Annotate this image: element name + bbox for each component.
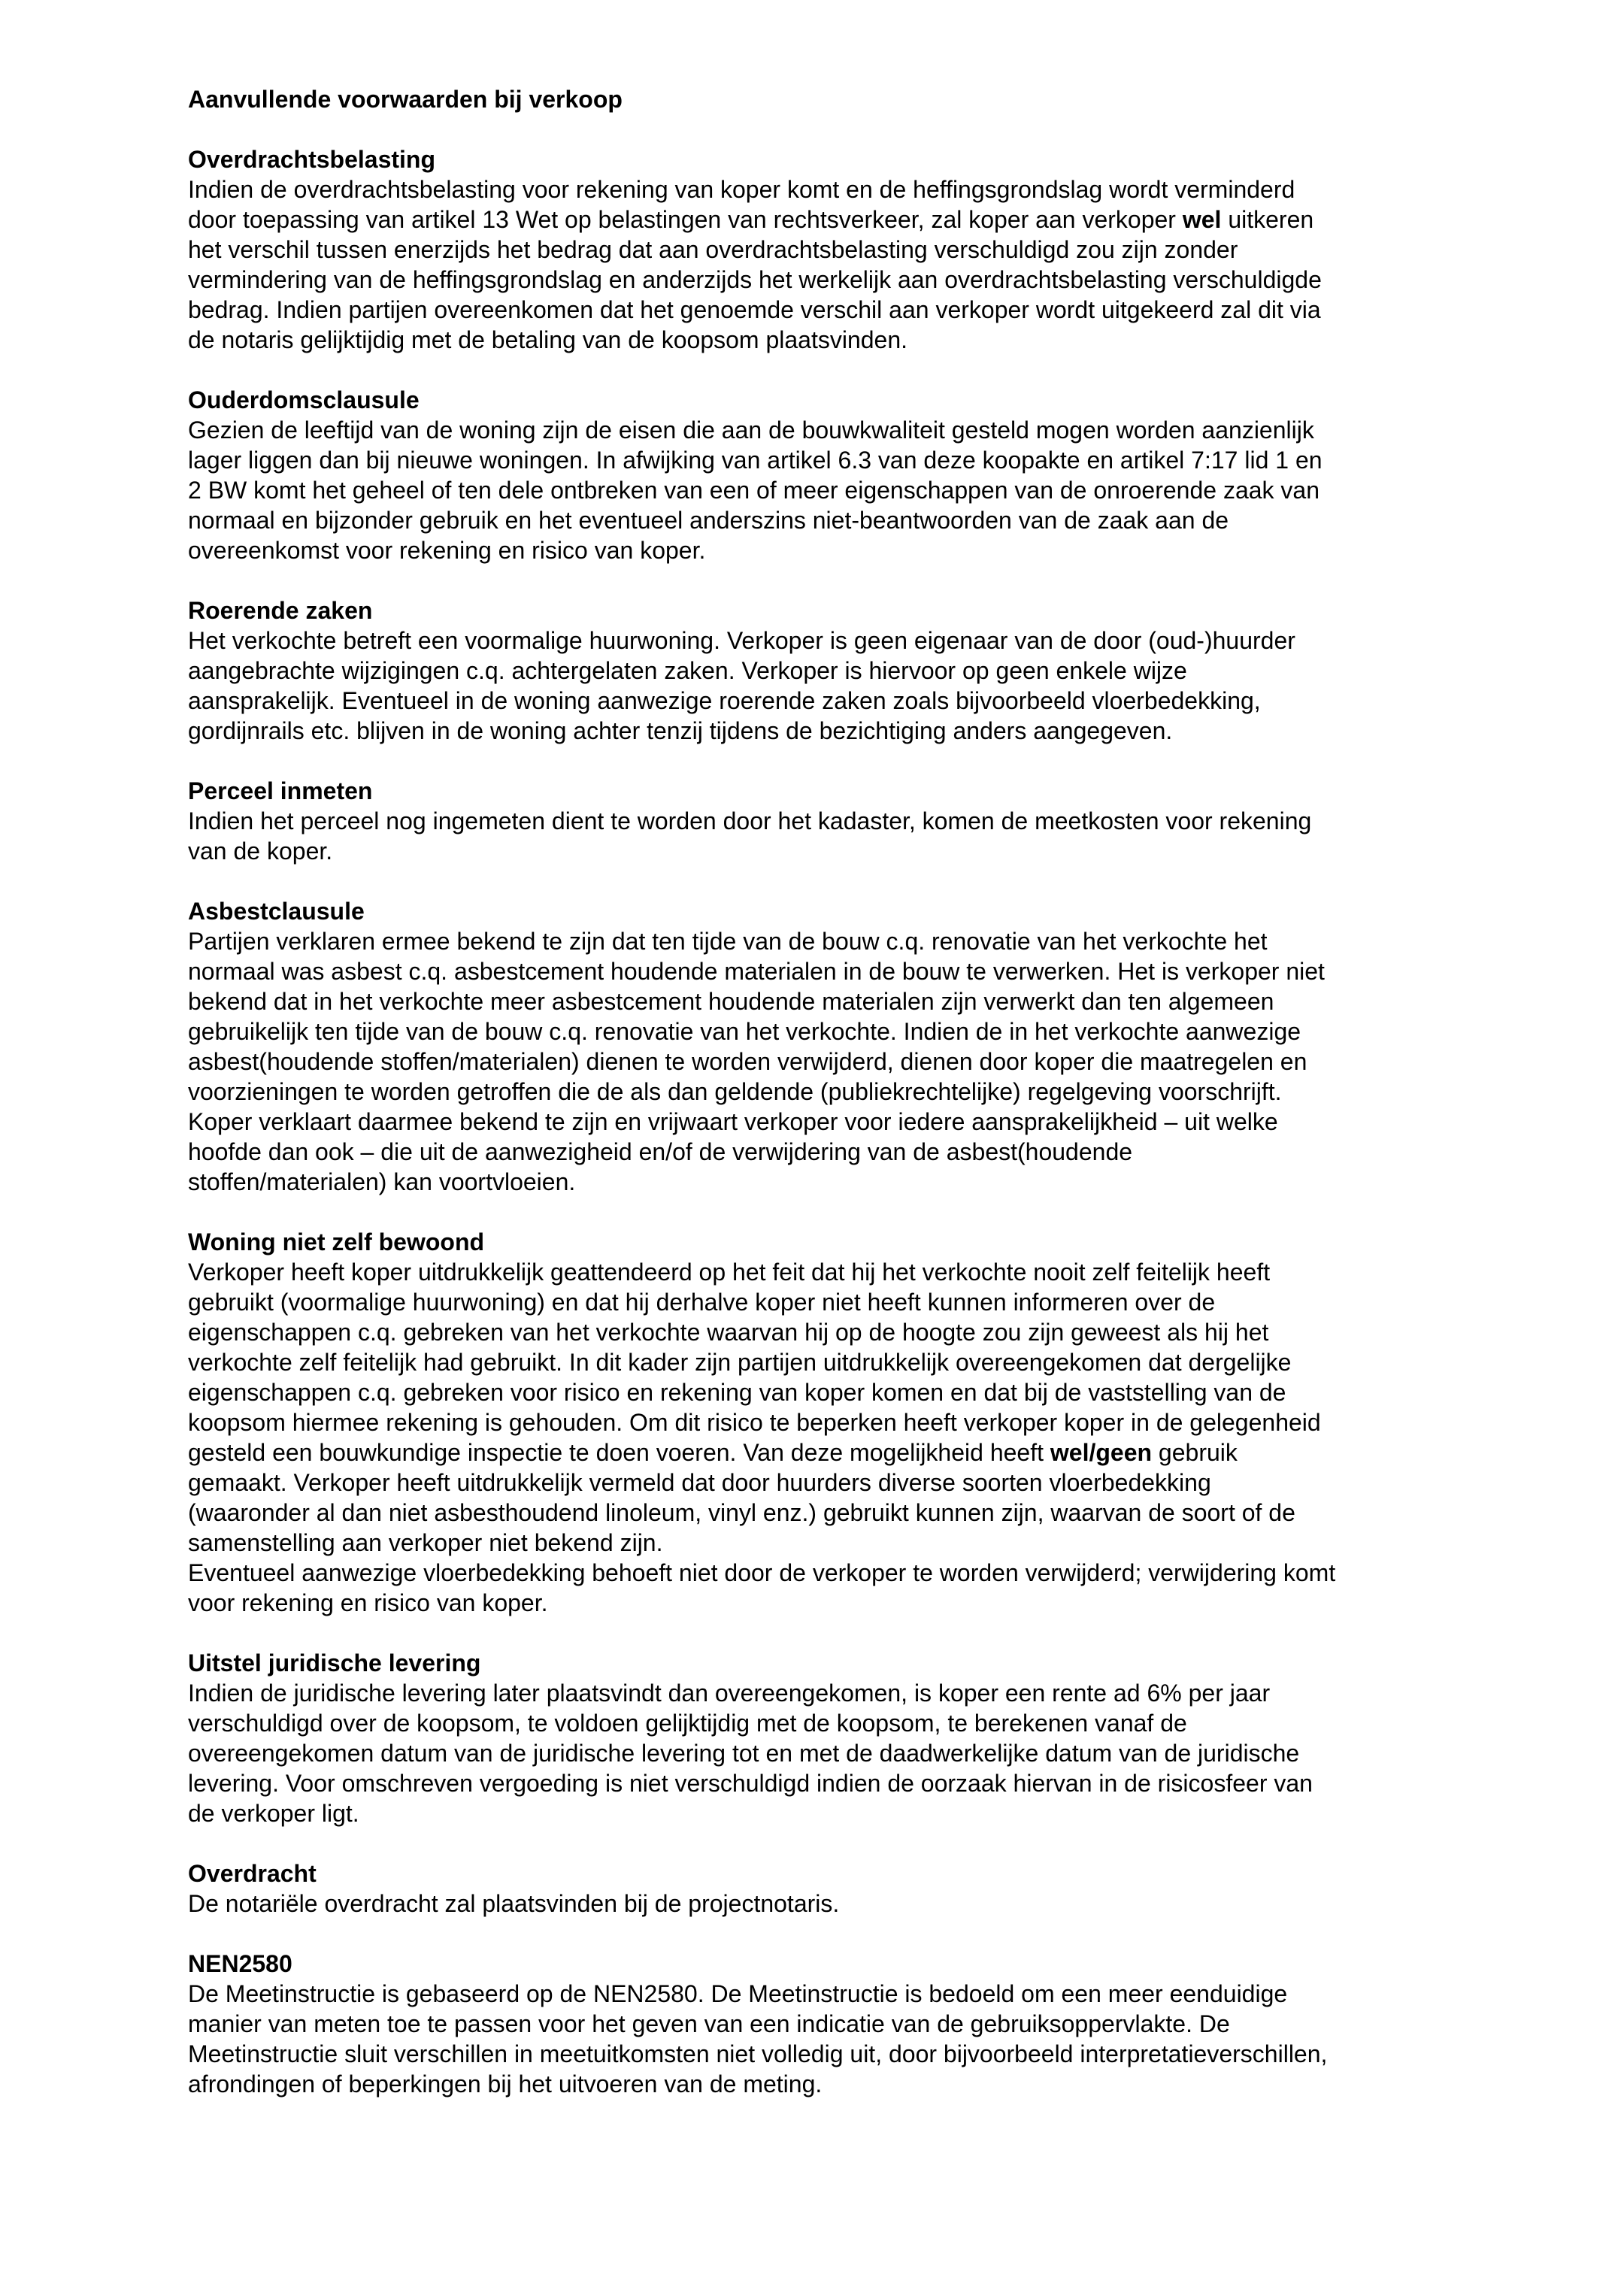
body-line: gebruikelijk ten tijde van de bouw c.q. renovatie van het verkochte. Indien de in het verkochte aanwezige: [188, 1018, 1301, 1045]
section-overdrachtsbelasting: [188, 144, 1429, 355]
body-line: koopsom hiermee rekening is gehouden. Om dit risico te beperken heeft verkoper koper in de gelegenheid: [188, 1409, 1321, 1436]
body-line: van de koper.: [188, 838, 333, 865]
body-line: gemaakt. Verkoper heeft uitdrukkelijk vermeld dat door huurders diverse soorten vloerbedekking: [188, 1469, 1211, 1496]
body-line: gesteld een bouwkundige inspectie te doen voeren. Van deze mogelijkheid heeft wel/geen gebruik: [188, 1439, 1238, 1466]
body-line: Partijen verklaren ermee bekend te zijn dat ten tijde van de bouw c.q. renovatie van het verkochte het: [188, 928, 1268, 955]
section-body: [188, 174, 1429, 355]
body-line: Indien de overdrachtsbelasting voor rekening van koper komt en de heffingsgrondslag wordt verminderd: [188, 176, 1295, 203]
body-line: bekend dat in het verkochte meer asbestcement houdende materialen zijn verwerkt dan ten algemeen: [188, 988, 1274, 1015]
section-body: [188, 1979, 1429, 2099]
body-line: Indien de juridische levering later plaatsvindt dan overeengekomen, is koper een rente ad 6% per jaar: [188, 1680, 1271, 1707]
section-heading: NEN2580: [188, 1950, 292, 1977]
body-line: samenstelling aan verkoper niet bekend zijn.: [188, 1529, 663, 1556]
section-heading: Woning niet zelf bewoond: [188, 1228, 485, 1256]
section-body: [188, 625, 1429, 746]
section-heading: Asbestclausule: [188, 898, 365, 925]
body-line: Indien het perceel nog ingemeten dient te worden door het kadaster, komen de meetkosten voor rekening: [188, 807, 1312, 834]
body-line: Het verkochte betreft een voormalige huurwoning. Verkoper is geen eigenaar van de door (oud-)huurder: [188, 627, 1295, 654]
body-line: gebruikt (voormalige huurwoning) en dat hij derhalve koper niet heeft kunnen informeren over de: [188, 1289, 1216, 1316]
body-line: aansprakelijk. Eventueel in de woning aanwezige roerende zaken zoals bijvoorbeeld vloerbedekking,: [188, 687, 1261, 714]
body-line: Eventueel aanwezige vloerbedekking behoeft niet door de verkoper te worden verwijderd; verwijdering komt: [188, 1559, 1336, 1586]
body-line: aangebrachte wijzigingen c.q. achtergelaten zaken. Verkoper is hiervoor op geen enkele wijze: [188, 657, 1187, 684]
section-uitstel-juridische-levering: [188, 1648, 1429, 1828]
section-heading: Uitstel juridische levering: [188, 1649, 481, 1677]
body-line: voor rekening en risico van koper.: [188, 1589, 548, 1616]
sections-container: [188, 144, 1429, 2099]
section-overdracht: [188, 1858, 1429, 1919]
section-body: [188, 1678, 1429, 1828]
body-line: de verkoper ligt.: [188, 1800, 359, 1827]
body-line: Verkoper heeft koper uitdrukkelijk geattendeerd op het feit dat hij het verkochte nooit zelf feitelijk heeft: [188, 1259, 1271, 1286]
body-line: de notaris gelijktijdig met de betaling van de koopsom plaatsvinden.: [188, 326, 908, 353]
section-body: [188, 1257, 1429, 1618]
body-line: afrondingen of beperkingen bij het uitvoeren van de meting.: [188, 2070, 823, 2098]
section-roerende-zaken: [188, 595, 1429, 746]
section-woning-niet-zelf-bewoond: [188, 1227, 1429, 1618]
section-body: [188, 1889, 1429, 1919]
body-line: verschuldigd over de koopsom, te voldoen gelijktijdig met de koopsom, te berekenen vanaf de: [188, 1710, 1187, 1737]
body-line: overeenkomst voor rekening en risico van koper.: [188, 537, 706, 564]
body-line: door toepassing van artikel 13 Wet op belastingen van rechtsverkeer, zal koper aan verkoper wel uitkeren: [188, 206, 1314, 233]
body-line: vermindering van de heffingsgrondslag en anderzijds het werkelijk aan overdrachtsbelasting verschuldigde: [188, 266, 1322, 293]
body-line: bedrag. Indien partijen overeenkomen dat het genoemde verschil aan verkoper wordt uitgekeerd zal dit via: [188, 296, 1321, 323]
section-body: [188, 415, 1429, 565]
section-ouderdomsclausule: [188, 385, 1429, 565]
body-line: lager liggen dan bij nieuwe woningen. In afwijking van artikel 6.3 van deze koopakte en artikel 7:17 lid 1 en: [188, 447, 1323, 474]
body-line: stoffen/materialen) kan voortvloeien.: [188, 1168, 576, 1195]
section-heading: Roerende zaken: [188, 597, 373, 624]
section-heading: Perceel inmeten: [188, 777, 373, 804]
body-line: manier van meten toe te passen voor het geven van een indicatie van de gebruiksoppervlakte. De: [188, 2010, 1230, 2037]
body-line: Gezien de leeftijd van de woning zijn de eisen die aan de bouwkwaliteit gesteld mogen worden aanzienlijk: [188, 416, 1314, 444]
document-title: Aanvullende voorwaarden bij verkoop: [188, 86, 623, 113]
body-line: levering. Voor omschreven vergoeding is niet verschuldigd indien de oorzaak hiervan in de risicosfeer van: [188, 1770, 1313, 1797]
body-line: De Meetinstructie is gebaseerd op de NEN2580. De Meetinstructie is bedoeld om een meer eenduidige: [188, 1980, 1288, 2007]
section-asbestclausule: [188, 896, 1429, 1197]
section-body: [188, 926, 1429, 1197]
section-nen2580: [188, 1949, 1429, 2099]
body-line: voorzieningen te worden getroffen die de als dan geldende (publiekrechtelijke) regelgeving voorschrijft.: [188, 1078, 1282, 1105]
body-line: overeengekomen datum van de juridische levering tot en met de daadwerkelijke datum van de juridische: [188, 1740, 1300, 1767]
body-line: 2 BW komt het geheel of ten dele ontbreken van een of meer eigenschappen van de onroerende zaak van: [188, 477, 1320, 504]
body-line: verkochte zelf feitelijk had gebruikt. In dit kader zijn partijen uitdrukkelijk overeengekomen dat dergelijke: [188, 1349, 1292, 1376]
body-line: asbest(houdende stoffen/materialen) dienen te worden verwijderd, dienen door koper die maatregelen en: [188, 1048, 1307, 1075]
section-heading: Overdracht: [188, 1860, 317, 1887]
body-line: normaal en bijzonder gebruik en het eventueel anderszins niet-beantwoorden van de zaak aan de: [188, 507, 1229, 534]
body-line: Koper verklaart daarmee bekend te zijn en vrijwaart verkoper voor iedere aansprakelijkheid – uit welke: [188, 1108, 1278, 1135]
section-heading: Ouderdomsclausule: [188, 386, 420, 413]
body-line: het verschil tussen enerzijds het bedrag dat aan overdrachtsbelasting verschuldigd zou zijn zonder: [188, 236, 1238, 263]
section-perceel-inmeten: [188, 776, 1429, 866]
body-line: (waaronder al dan niet asbesthoudend linoleum, vinyl enz.) gebruikt kunnen zijn, waarvan de soort of de: [188, 1499, 1295, 1526]
body-line: normaal was asbest c.q. asbestcement houdende materialen in de bouw te verwerken. Het is verkoper niet: [188, 958, 1325, 985]
body-line: eigenschappen c.q. gebreken van het verkochte waarvan hij op de hoogte zou zijn geweest als hij het: [188, 1319, 1269, 1346]
body-line: De notariële overdracht zal plaatsvinden bij de projectnotaris.: [188, 1890, 840, 1917]
body-line: gordijnrails etc. blijven in de woning achter tenzij tijdens de bezichtiging anders aangegeven.: [188, 717, 1173, 744]
section-heading: Overdrachtsbelasting: [188, 146, 435, 173]
body-line: eigenschappen c.q. gebreken voor risico en rekening van koper komen en dat bij de vaststelling van de: [188, 1379, 1286, 1406]
body-line: hoofde dan ook – die uit de aanwezigheid en/of de verwijdering van de asbest(houdende: [188, 1138, 1133, 1165]
section-body: [188, 806, 1429, 866]
body-line: Meetinstructie sluit verschillen in meetuitkomsten niet volledig uit, door bijvoorbeeld interpretatieverschillen,: [188, 2040, 1328, 2067]
